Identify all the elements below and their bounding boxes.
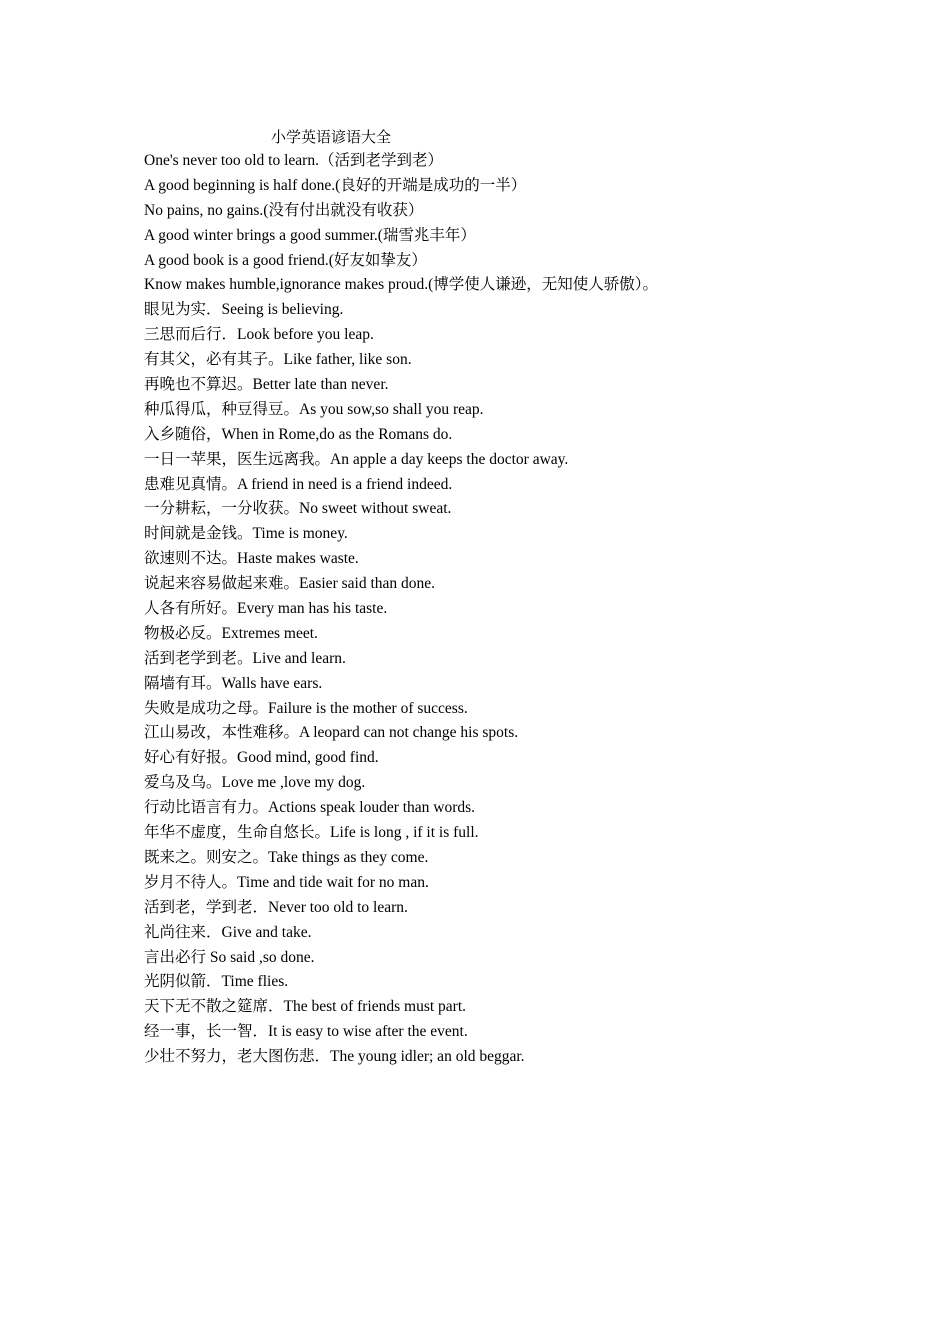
proverb-line: 光阴似箭．Time flies.	[144, 973, 289, 991]
proverb-line: 再晚也不算迟。Better late than never.	[144, 376, 389, 394]
proverb-line: One's never too old to learn.（活到老学到老）	[144, 152, 443, 169]
proverb-line: 活到老，学到老．Never too old to learn.	[144, 898, 408, 916]
proverb-line: 江山易改，本性难移。A leopard can not change his spots.	[144, 724, 519, 742]
proverb-line: A good beginning is half done.(良好的开端是成功的一半）	[144, 176, 527, 194]
proverb-line: Know makes humble,ignorance makes proud.(博学使人谦逊，无知使人骄傲）。	[144, 276, 659, 294]
proverb-line: A good winter brings a good summer.(瑞雪兆丰年）	[144, 226, 476, 244]
proverb-line: 天下无不散之筵席．The best of friends must part.	[144, 998, 467, 1016]
proverb-line: 三思而后行．Look before you leap.	[144, 326, 374, 344]
proverb-line: 说起来容易做起来难。Easier said than done.	[144, 575, 436, 593]
proverb-line: 一分耕耘，一分收获。No sweet without sweat.	[144, 500, 452, 518]
proverb-line: A good book is a good friend.(好友如挚友）	[144, 251, 427, 269]
proverb-line: 物极必反。Extremes meet.	[144, 624, 318, 642]
proverb-line: 经一事，长一智．It is easy to wise after the event.	[144, 1023, 468, 1041]
proverb-line: 既来之。则安之。Take things as they come.	[144, 848, 429, 866]
proverb-line: 一日一苹果，医生远离我。An apple a day keeps the doctor away.	[144, 450, 569, 468]
proverb-list	[144, 149, 924, 1070]
proverb-line: 礼尚往来．Give and take.	[144, 923, 312, 941]
document-title: 小学英语谚语大全	[271, 128, 392, 146]
proverb-line: 眼见为实．Seeing is believing.	[144, 301, 344, 319]
proverb-line: 言出必行 So said ,so done.	[144, 948, 315, 966]
proverb-line: 患难见真情。A friend in need is a friend indeed.	[144, 475, 453, 493]
proverb-line: 岁月不待人。Time and tide wait for no man.	[144, 873, 429, 891]
proverb-line: 隔墙有耳。Walls have ears.	[144, 674, 323, 692]
proverb-line: 少壮不努力，老大图伤悲．The young idler; an old beggar.	[144, 1048, 525, 1066]
proverb-line: 爱乌及乌。Love me ,love my dog.	[144, 774, 366, 792]
proverb-line: No pains, no gains.(没有付出就没有收获）	[144, 201, 424, 219]
proverb-line: 行动比语言有力。Actions speak louder than words.	[144, 799, 476, 817]
proverb-line: 时间就是金钱。Time is money.	[144, 525, 348, 543]
proverb-line: 有其父，必有其子。Like father, like son.	[144, 351, 412, 369]
proverb-line: 活到老学到老。Live and learn.	[144, 649, 346, 667]
proverb-line: 欲速则不达。Haste makes waste.	[144, 550, 359, 568]
proverb-line: 入乡随俗，When in Rome,do as the Romans do.	[144, 425, 453, 443]
proverb-line: 好心有好报。Good mind, good find.	[144, 749, 379, 767]
proverb-line: 失败是成功之母。Failure is the mother of success.	[144, 699, 468, 717]
proverb-line: 年华不虚度，生命自悠长。Life is long , if it is full.	[144, 824, 479, 842]
proverb-line: 种瓜得瓜，种豆得豆。As you sow,so shall you reap.	[144, 400, 484, 418]
proverb-line: 人各有所好。Every man has his taste.	[144, 600, 388, 618]
